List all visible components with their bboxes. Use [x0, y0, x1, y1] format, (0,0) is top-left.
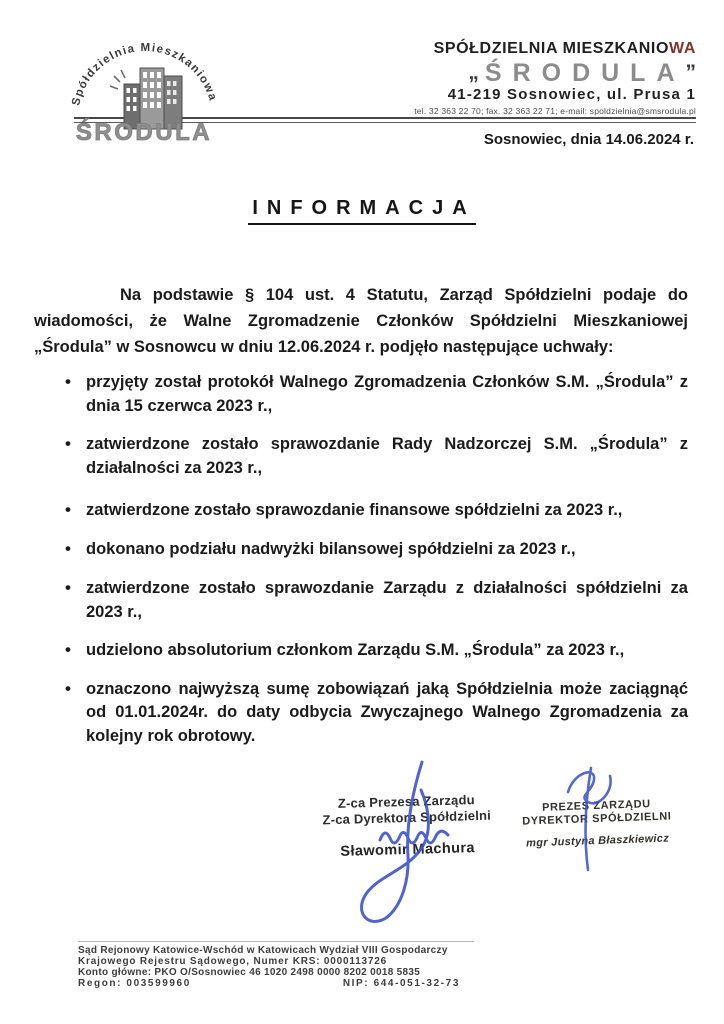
stamp-role: PREZES ZARZĄDU	[541, 798, 651, 814]
document-title: INFORMACJA	[248, 197, 475, 225]
registry-footer	[78, 941, 474, 990]
list-item: • oznaczono najwyższą sumę zobowiązań jaką Spółdzielnia może zaciągnąć od 01.01.2024r. do daty odbycia Zwyczajnego Walnego Zgromadzenia za kolejny rok obrotowy.	[64, 678, 688, 749]
logo-wordmark: ŚRODULA	[75, 119, 213, 146]
footer-court-line: Sąd Rejonowy Katowice-Wschód w Katowicach Wydział VIII Gospodarczy	[78, 945, 448, 956]
cooperative-logo	[58, 34, 230, 146]
brand-line: „ ŚRODULA”	[468, 58, 696, 87]
company-address: 41-219 Sosnowiec, ul. Prusa 1	[447, 85, 696, 103]
list-item: • zatwierdzone zostało sprawozdanie Zarządu z działalności spółdzielni za 2023 r.,	[64, 577, 688, 624]
footer-krs-line: Krajowego Rejestru Sądowego, Numer KRS: 0000113726	[78, 956, 387, 967]
stamp-role: Z-ca Dyrektora Spółdzielni	[322, 807, 492, 828]
logo-arc-text: Spółdzielnia Mieszkaniowa	[70, 41, 219, 107]
list-item: • zatwierdzone zostało sprawozdanie finansowe spółdzielni za 2023 r.,	[64, 499, 688, 523]
footer-account-line: Konto główne: PKO O/Sosnowiec 46 1020 2498 0000 8202 0018 5835	[78, 967, 421, 978]
signature-stamp-right	[511, 797, 683, 850]
list-item: • zatwierdzone zostało sprawozdanie Rady Nadzorczej S.M. „Środula” z działalności za 2023 r.,	[64, 433, 688, 480]
list-item: • przyjęty został protokół Walnego Zgromadzenia Członków S.M. „Środula” z dnia 15 czerwca 2023 r.,	[64, 371, 688, 418]
stamp-role: Z-ca Prezesa Zarządu	[337, 792, 475, 811]
company-header	[414, 40, 696, 116]
stamp-role: DYREKTOR SPÓŁDZIELNI	[522, 810, 672, 828]
resolutions-list	[64, 371, 688, 763]
brand-name: ŚRODULA	[484, 58, 686, 87]
list-item: • udzielono absolutorium członkom Zarządu S.M. „Środula” za 2023 r.,	[64, 639, 688, 663]
intro-paragraph: Na podstawie § 104 ust. 4 Statutu, Zarząd Spółdzielni podaje do wiadomości, że Walne Zgromadzenie Członków Spółdzielni Mieszkaniowej „Środula” w Sosnowcu w dniu 12.06.2024 r. podjęło następujące uchwały:	[34, 285, 688, 356]
company-name: SPÓŁDZIELNIA MIESZKANIOWA	[433, 40, 696, 57]
footer-regon: Regon: 003599960	[78, 978, 191, 989]
sparkle-icon	[110, 70, 125, 89]
stamp-name: Sławomir Machura	[340, 840, 476, 860]
signature-stamp-left	[315, 791, 499, 860]
list-item: • dokonano podziału nadwyżki bilansowej spółdzielni za 2023 r.,	[64, 538, 688, 562]
footer-nip: NIP: 644-051-32-73	[342, 978, 460, 989]
company-name-accent: WA	[669, 40, 696, 57]
dateline: Sosnowiec, dnia 14.06.2024 r.	[483, 131, 694, 148]
company-contact: tel. 32 363 22 70; fax. 32 363 22 71; e-mail: spoldzielnia@smsrodula.pl	[414, 105, 696, 116]
stamp-name: mgr Justyna Błaszkiewicz	[525, 832, 670, 850]
